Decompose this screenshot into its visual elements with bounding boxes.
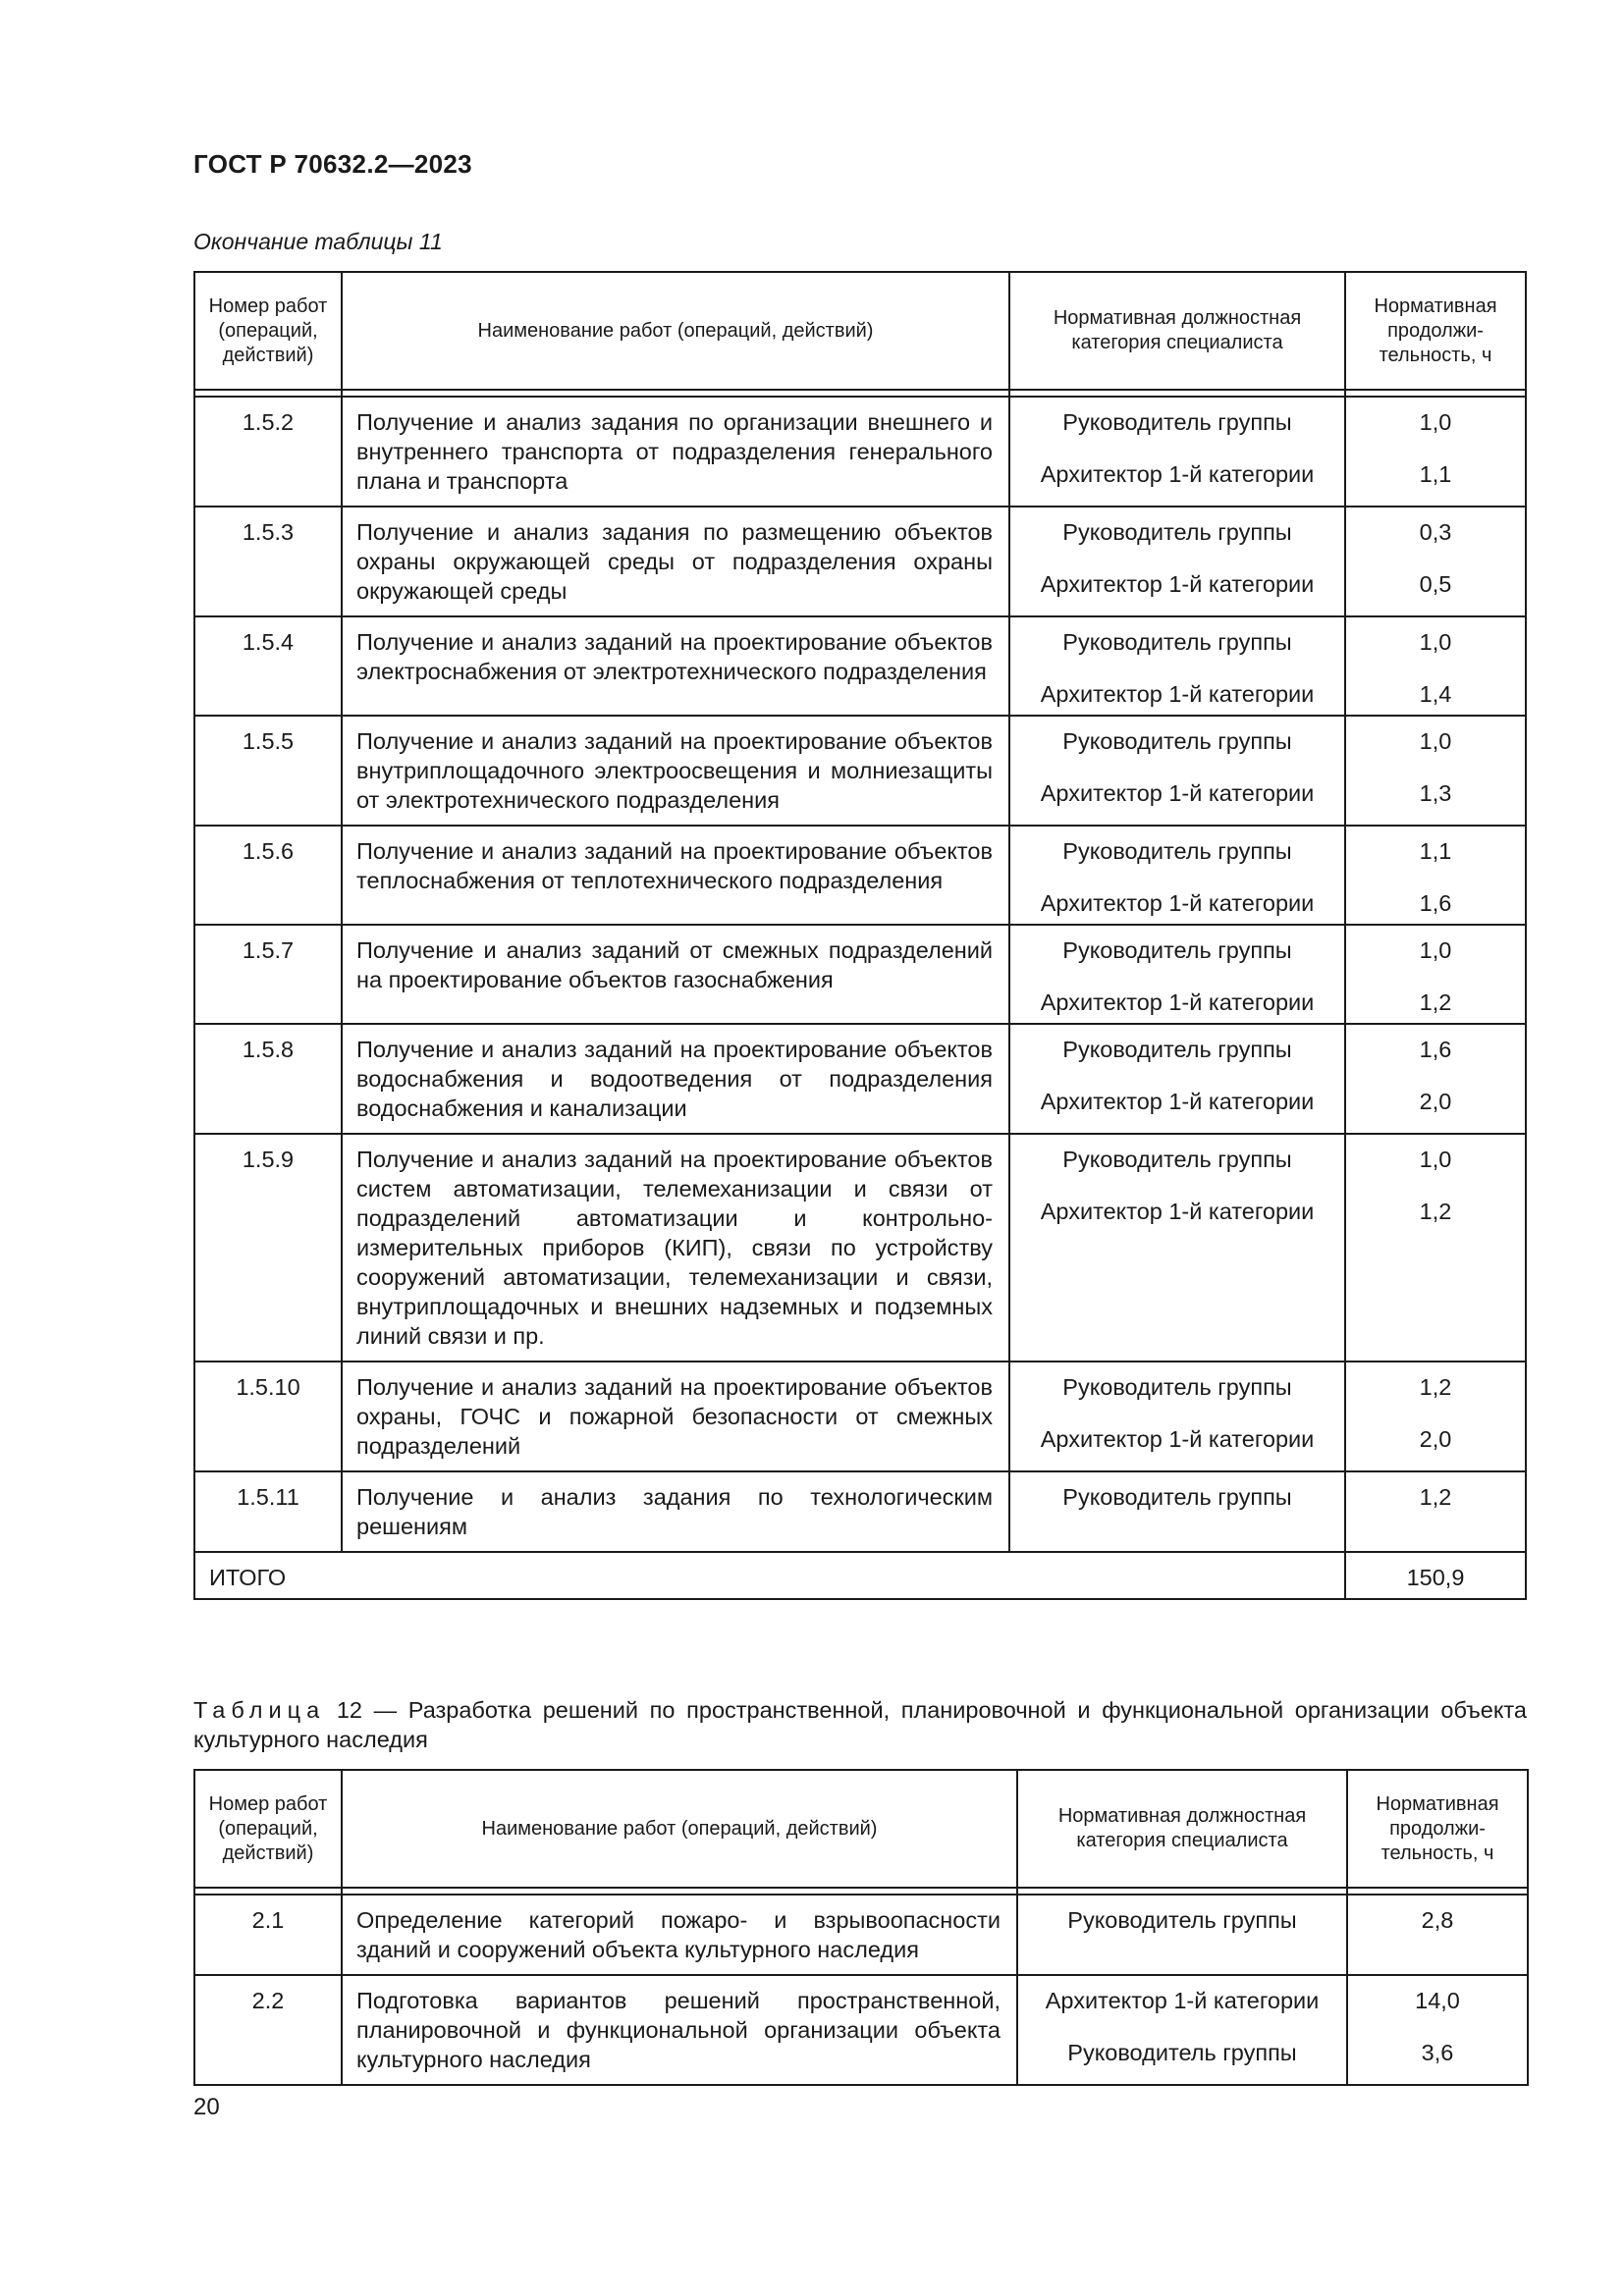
duration-value: 1,2 — [1419, 1374, 1452, 1400]
category-value: Руководитель группы — [1062, 519, 1292, 545]
row-duration — [1345, 925, 1526, 1024]
row-work-name: Получение и анализ заданий на проектирование объектов систем автоматизации, телемеханизации и связи от подразделений автоматизации и контрольно-измерительных приборов (КИП), связи по устройству сооружений автоматизации, телемеханизации и связи, внутриплощадочных и внешних надземных и подземных линий связи и пр. — [342, 1134, 1009, 1362]
category-value: Руководитель группы — [1062, 1484, 1292, 1510]
duration-value: 2,8 — [1421, 1907, 1454, 1933]
category-value: Руководитель группы — [1067, 2040, 1297, 2065]
table-word: Таблица — [193, 1697, 326, 1723]
row-category — [1017, 1975, 1347, 2085]
duration-value: 1,3 — [1419, 780, 1452, 806]
row-work-name: Получение и анализ заданий на проектирование объектов электроснабжения от электротехнического подразделения — [342, 616, 1009, 716]
document-title: ГОСТ Р 70632.2—2023 — [193, 149, 472, 179]
duration-value: 1,6 — [1419, 890, 1452, 916]
table-12-title: 12 — Разработка решений по пространственной, планировочной и функциональной организации объекта культурного наследия — [193, 1697, 1527, 1752]
table-11-continuation-caption: Окончание таблицы 11 — [193, 229, 443, 254]
table-11 — [193, 271, 1527, 1600]
row-category — [1009, 1362, 1345, 1471]
duration-value: 1,1 — [1419, 461, 1452, 487]
row-duration — [1345, 616, 1526, 716]
table-row — [194, 507, 1526, 616]
total-value: 150,9 — [1345, 1552, 1526, 1599]
category-value: Руководитель группы — [1062, 1374, 1292, 1400]
row-number: 1.5.8 — [194, 1024, 342, 1134]
duration-value: 3,6 — [1421, 2040, 1454, 2065]
table-row — [194, 616, 1526, 716]
row-category — [1009, 1471, 1345, 1552]
row-number: 1.5.4 — [194, 616, 342, 716]
duration-value: 1,0 — [1419, 728, 1452, 754]
column-header-category: Нормативная должностная категория специалиста — [1017, 1770, 1347, 1888]
table-row — [194, 716, 1526, 826]
row-duration — [1345, 1024, 1526, 1134]
row-number: 1.5.6 — [194, 826, 342, 925]
table-row — [194, 925, 1526, 1024]
row-number: 1.5.5 — [194, 716, 342, 826]
row-work-name: Подготовка вариантов решений пространственной, планировочной и функциональной организации объекта культурного наследия — [342, 1975, 1017, 2085]
category-value: Руководитель группы — [1062, 1147, 1292, 1172]
category-value: Архитектор 1-й категории — [1040, 1199, 1315, 1224]
category-value: Архитектор 1-й категории — [1040, 890, 1315, 916]
total-label: ИТОГО — [194, 1552, 1345, 1599]
row-duration — [1345, 397, 1526, 507]
table-12 — [193, 1769, 1529, 2086]
page-number: 20 — [193, 2094, 220, 2120]
category-value: Руководитель группы — [1062, 937, 1292, 963]
duration-value: 1,0 — [1419, 409, 1452, 435]
row-work-name: Получение и анализ заданий на проектирование объектов теплоснабжения от теплотехнического подразделения — [342, 826, 1009, 925]
duration-value: 1,0 — [1419, 1147, 1452, 1172]
duration-value: 1,4 — [1419, 681, 1452, 707]
category-value: Архитектор 1-й категории — [1040, 1426, 1315, 1452]
row-duration — [1345, 1134, 1526, 1362]
duration-value: 2,0 — [1419, 1426, 1452, 1452]
category-value: Архитектор 1-й категории — [1040, 461, 1315, 487]
column-header-number: Номер работ (операций, действий) — [194, 272, 342, 390]
duration-value: 14,0 — [1415, 1988, 1460, 2013]
row-work-name: Получение и анализ заданий на проектирование объектов внутриплощадочного электроосвещения и молниезащиты от электротехнического подразделения — [342, 716, 1009, 826]
row-duration — [1347, 1895, 1528, 1975]
row-work-name: Определение категорий пожаро- и взрывоопасности зданий и сооружений объекта культурного наследия — [342, 1895, 1017, 1975]
table-row — [194, 1471, 1526, 1552]
row-number: 1.5.2 — [194, 397, 342, 507]
total-row — [194, 1552, 1526, 1599]
row-work-name: Получение и анализ задания по размещению объектов охраны окружающей среды от подразделения охраны окружающей среды — [342, 507, 1009, 616]
duration-value: 1,1 — [1419, 838, 1452, 864]
category-value: Руководитель группы — [1062, 409, 1292, 435]
row-duration — [1345, 1362, 1526, 1471]
category-value: Руководитель группы — [1067, 1907, 1297, 1933]
row-category — [1009, 616, 1345, 716]
row-number: 2.1 — [194, 1895, 342, 1975]
table-row — [194, 1362, 1526, 1471]
category-value: Архитектор 1-й категории — [1040, 780, 1315, 806]
row-number: 2.2 — [194, 1975, 342, 2085]
column-header-duration: Нормативная продолжи-тельность, ч — [1347, 1770, 1528, 1888]
column-header-number: Номер работ (операций, действий) — [194, 1770, 342, 1888]
row-duration — [1345, 1471, 1526, 1552]
column-header-name: Наименование работ (операций, действий) — [342, 1770, 1017, 1888]
duration-value: 0,5 — [1419, 571, 1452, 597]
row-work-name: Получение и анализ заданий от смежных подразделений на проектирование объектов газоснабжения — [342, 925, 1009, 1024]
row-category — [1009, 826, 1345, 925]
category-value: Архитектор 1-й категории — [1040, 989, 1315, 1015]
row-work-name: Получение и анализ задания по организации внешнего и внутреннего транспорта от подразделения генерального плана и транспорта — [342, 397, 1009, 507]
row-work-name: Получение и анализ заданий на проектирование объектов водоснабжения и водоотведения от подразделения водоснабжения и канализации — [342, 1024, 1009, 1134]
category-value: Архитектор 1-й категории — [1040, 1089, 1315, 1114]
duration-value: 1,2 — [1419, 1199, 1452, 1224]
duration-value: 0,3 — [1419, 519, 1452, 545]
row-category — [1009, 507, 1345, 616]
row-number: 1.5.7 — [194, 925, 342, 1024]
header-separator — [194, 1888, 1528, 1895]
table-row — [194, 1024, 1526, 1134]
row-number: 1.5.11 — [194, 1471, 342, 1552]
header-separator — [194, 390, 1526, 397]
duration-value: 1,6 — [1419, 1037, 1452, 1062]
column-header-name: Наименование работ (операций, действий) — [342, 272, 1009, 390]
row-duration — [1347, 1975, 1528, 2085]
column-header-duration: Нормативная продолжи-тельность, ч — [1345, 272, 1526, 390]
row-category — [1017, 1895, 1347, 1975]
row-duration — [1345, 507, 1526, 616]
duration-value: 2,0 — [1419, 1089, 1452, 1114]
duration-value: 1,0 — [1419, 629, 1452, 655]
row-number: 1.5.10 — [194, 1362, 342, 1471]
row-number: 1.5.9 — [194, 1134, 342, 1362]
row-work-name: Получение и анализ задания по технологическим решениям — [342, 1471, 1009, 1552]
duration-value: 1,0 — [1419, 937, 1452, 963]
table-row — [194, 1975, 1528, 2085]
table-header-row — [194, 272, 1526, 390]
duration-value: 1,2 — [1419, 989, 1452, 1015]
row-category — [1009, 925, 1345, 1024]
row-category — [1009, 1024, 1345, 1134]
table-row — [194, 1895, 1528, 1975]
category-value: Руководитель группы — [1062, 1037, 1292, 1062]
row-category — [1009, 716, 1345, 826]
row-duration — [1345, 826, 1526, 925]
column-header-category: Нормативная должностная категория специалиста — [1009, 272, 1345, 390]
table-row — [194, 826, 1526, 925]
row-category — [1009, 1134, 1345, 1362]
category-value: Архитектор 1-й категории — [1040, 681, 1315, 707]
category-value: Архитектор 1-й категории — [1045, 1988, 1320, 2013]
category-value: Руководитель группы — [1062, 629, 1292, 655]
row-work-name: Получение и анализ заданий на проектирование объектов охраны, ГОЧС и пожарной безопасности от смежных подразделений — [342, 1362, 1009, 1471]
duration-value: 1,2 — [1419, 1484, 1452, 1510]
row-category — [1009, 397, 1345, 507]
category-value: Руководитель группы — [1062, 728, 1292, 754]
table-header-row — [194, 1770, 1528, 1888]
category-value: Руководитель группы — [1062, 838, 1292, 864]
table-row — [194, 397, 1526, 507]
table-row — [194, 1134, 1526, 1362]
table-12-caption — [193, 1695, 1527, 1754]
category-value: Архитектор 1-й категории — [1040, 571, 1315, 597]
row-number: 1.5.3 — [194, 507, 342, 616]
row-duration — [1345, 716, 1526, 826]
